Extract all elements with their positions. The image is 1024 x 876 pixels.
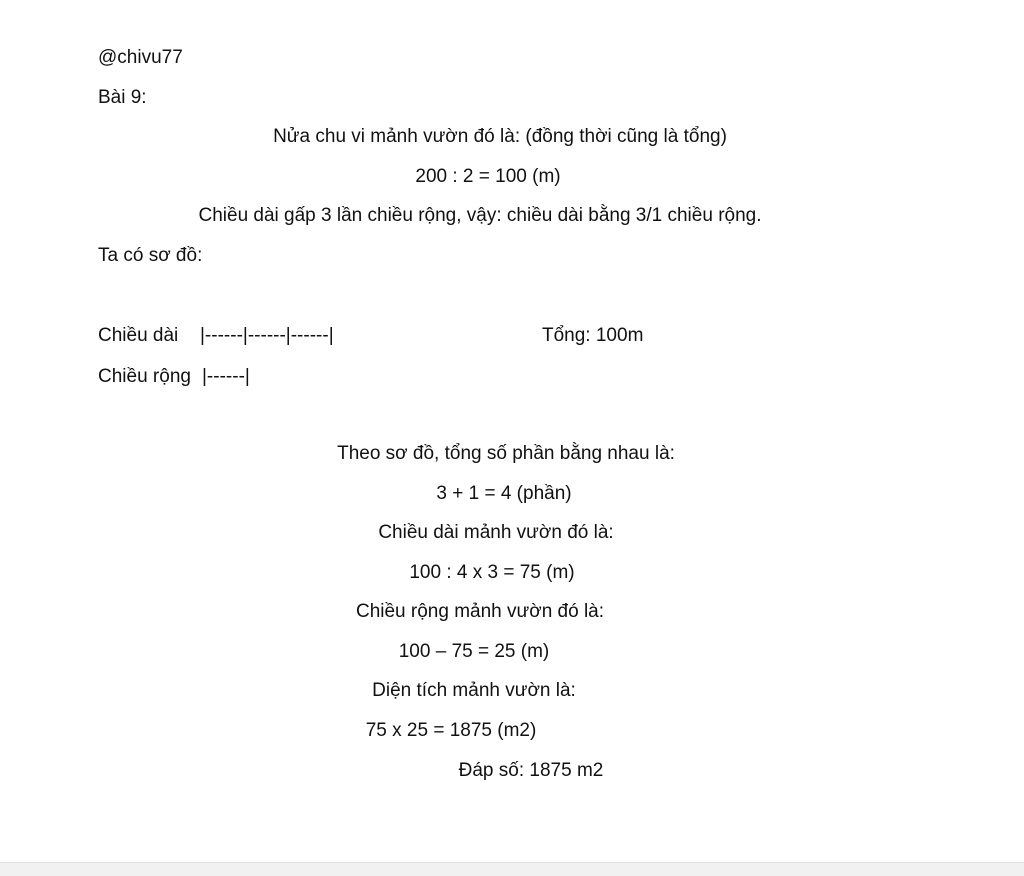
- area-label: Diện tích mảnh vườn là:: [372, 680, 576, 701]
- final-answer: Đáp số: 1875 m2: [458, 760, 604, 781]
- length-label: Chiều dài mảnh vườn đó là:: [378, 522, 614, 543]
- diagram-width-label: Chiều rộng: [98, 366, 191, 387]
- width-calc: 100 – 75 = 25 (m): [398, 641, 550, 662]
- exercise-title: Bài 9:: [98, 87, 147, 108]
- author-handle: @chivu77: [98, 47, 183, 68]
- diagram-length-label: Chiều dài: [98, 325, 179, 346]
- half-perimeter-calc: 200 : 2 = 100 (m): [415, 166, 561, 187]
- area-calc: 75 x 25 = 1875 (m2): [365, 720, 537, 741]
- diagram-width-bar: |------|: [202, 366, 250, 387]
- length-calc: 100 : 4 x 3 = 75 (m): [409, 562, 575, 583]
- diagram-length-bar: |------|------|------|: [200, 325, 334, 346]
- ratio-text: Chiều dài gấp 3 lần chiều rộng, vậy: chiều dài bằng 3/1 chiều rộng.: [198, 205, 762, 226]
- width-label: Chiều rộng mảnh vườn đó là:: [355, 601, 605, 622]
- parts-label: Theo sơ đồ, tổng số phần bằng nhau là:: [337, 443, 675, 464]
- bottom-scroll-strip: [0, 862, 1024, 876]
- parts-calc: 3 + 1 = 4 (phần): [436, 483, 572, 504]
- half-perimeter-label: Nửa chu vi mảnh vườn đó là: (đồng thời cũng là tổng): [273, 126, 727, 147]
- diagram-intro: Ta có sơ đồ:: [98, 245, 203, 266]
- diagram-total-label: Tổng: 100m: [542, 325, 644, 346]
